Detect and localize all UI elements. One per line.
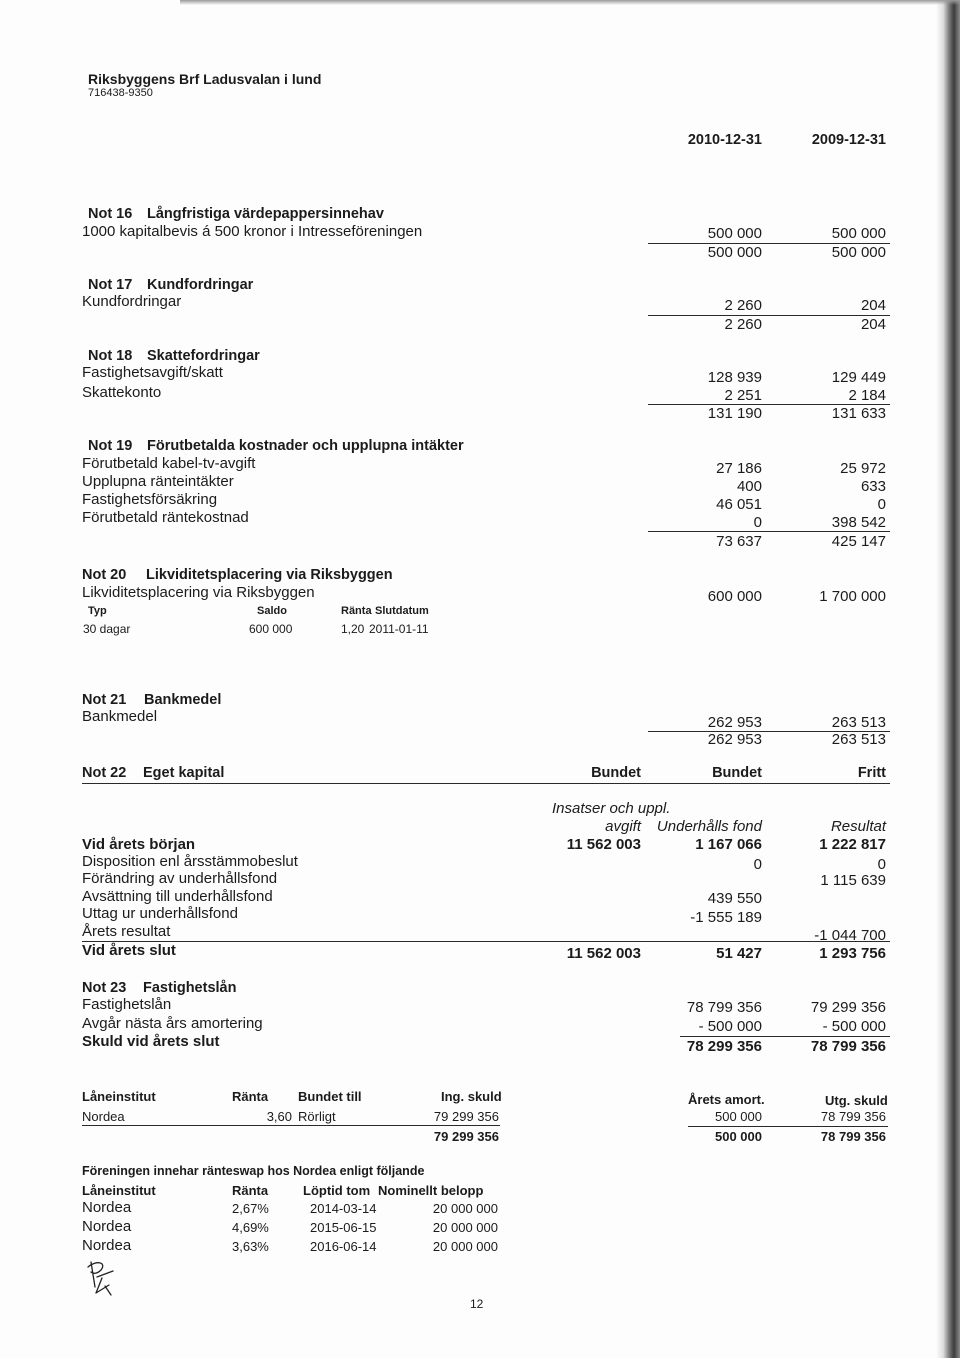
loan-header-opening-debt: Ing. skuld [441,1089,502,1104]
swap-maturity: 2016-06-14 [310,1239,377,1254]
column-header-current-year: 2010-12-31 [687,132,762,148]
loan-header-rate: Ränta [232,1089,269,1104]
page-number: 12 [470,1297,484,1311]
swap-nominal: 20 000 000 [432,1220,498,1235]
value-previous: 500 000 [831,225,886,242]
loan-total-opening-debt: 79 299 356 [433,1129,499,1144]
handwritten-initials [84,1256,118,1298]
value-previous: 2 184 [848,387,886,404]
placement-header-end-date: Slutdatum [375,605,429,617]
swap-rate: 4,69% [232,1220,269,1235]
total-previous: 263 513 [831,731,886,748]
organization-number: 716438-9350 [88,87,153,99]
note-number: Not 22 [82,765,127,781]
placement-type: 30 dagar [83,622,131,636]
swap-institute: Nordea [82,1237,132,1254]
total-previous: 204 [860,316,886,333]
equity-fund: 439 550 [707,890,762,907]
note-title: Eget kapital [143,765,225,781]
loan-header-closing-debt: Utg. skuld [825,1093,888,1108]
value-previous: 263 513 [831,714,886,731]
note-row-label: Likviditetsplacering via Riksbyggen [82,584,315,601]
swap-header-institute: Låneinstitut [82,1183,156,1198]
note-row-label: 1000 kapitalbevis á 500 kronor i Intresseföreningen [82,223,423,240]
loan-total-closing-debt: 78 799 356 [820,1129,886,1144]
total-previous: 131 633 [831,405,886,422]
column-group-bundet: Bundet [712,765,762,781]
loan-fixed-until: Rörligt [298,1109,336,1124]
total-current: 73 637 [716,533,762,550]
loan-header-institute: Låneinstitut [82,1089,156,1104]
note-title: Skattefordringar [147,348,260,364]
column-label-insatser-cont: avgift [605,818,641,835]
swap-maturity: 2014-03-14 [310,1201,377,1216]
equity-result: 1 115 639 [820,872,886,889]
equity-insatser: 11 562 003 [566,836,641,853]
note-title: Förutbetalda kostnader och upplupna intäkter [147,438,464,454]
subtotal-rule [648,531,890,532]
column-label-result: Resultat [830,818,886,835]
note-row-label: Förutbetald räntekostnad [82,509,249,526]
note-row-label: Fastighetsförsäkring [82,491,218,508]
column-group-bundet: Bundet [591,765,641,781]
value-current: 600 000 [707,588,762,605]
note-title: Fastighetslån [143,980,237,996]
equity-row-label: Vid årets slut [82,942,176,959]
loan-rate: 3,60 [266,1109,292,1124]
swap-intro: Föreningen innehar ränteswap hos Nordea enligt följande [82,1164,425,1178]
note-title: Likviditetsplacering via Riksbyggen [146,567,393,583]
loan-closing-debt: 78 799 356 [820,1109,886,1124]
note-title: Bankmedel [144,692,222,708]
note-number: Not 16 [88,206,133,222]
value-current: 78 799 356 [686,999,762,1016]
placement-header-balance: Saldo [257,605,287,617]
loan-institute: Nordea [82,1109,125,1124]
swap-rate: 2,67% [232,1201,269,1216]
total-current: 262 953 [707,731,762,748]
swap-header-maturity: Löptid tom [303,1183,371,1198]
value-previous: - 500 000 [822,1018,886,1035]
placement-balance: 600 000 [249,622,293,636]
value-current: 2 251 [724,387,762,404]
equity-row-label: Disposition enl årsstämmobeslut [82,853,298,870]
swap-nominal: 20 000 000 [432,1239,498,1254]
note-row-label: Upplupna ränteintäkter [82,473,234,490]
note-title: Kundfordringar [147,277,254,293]
subtotal-rule [680,1036,890,1037]
value-current: 262 953 [707,714,762,731]
value-current: 500 000 [707,225,762,242]
placement-header-rate: Ränta [341,605,372,617]
value-current: - 500 000 [698,1018,762,1035]
total-previous: 425 147 [831,533,886,550]
note-row-label: Avgår nästa års amortering [82,1015,263,1032]
loan-row-rule [688,1126,888,1127]
value-previous: 129 449 [831,369,886,386]
total-current: 500 000 [707,244,762,261]
equity-fund: 0 [753,856,762,873]
total-previous: 78 799 356 [810,1038,886,1055]
placement-header-type: Typ [88,605,107,617]
note-row-label: Skattekonto [82,384,162,401]
value-previous: 398 542 [831,514,886,531]
note-row-label: Kundfordringar [82,293,182,310]
note-number: Not 19 [88,438,133,454]
equity-insatser: 11 562 003 [566,945,641,962]
equity-result: 1 293 756 [819,945,886,962]
equity-row-label: Avsättning till underhållsfond [82,888,273,905]
note-number: Not 23 [82,980,127,996]
result-rule [82,941,890,942]
note-row-label: Bankmedel [82,708,158,725]
equity-result: 0 [877,856,886,873]
note-number: Not 18 [88,348,133,364]
equity-row-label: Årets resultat [82,923,171,940]
scan-top-shadow [180,0,960,5]
equity-fund: 51 427 [716,945,762,962]
note-number: Not 20 [82,567,127,583]
swap-nominal: 20 000 000 [432,1201,498,1216]
loan-row-rule [82,1125,500,1126]
value-previous: 79 299 356 [810,999,886,1016]
loan-opening-debt: 79 299 356 [433,1109,499,1124]
note-row-label: Förutbetald kabel-tv-avgift [82,455,256,472]
loan-header-amortization: Årets amort. [688,1092,765,1107]
equity-row-label: Vid årets början [82,836,196,853]
note-number: Not 21 [82,692,127,708]
total-label: Skuld vid årets slut [82,1033,220,1050]
value-previous: 25 972 [840,460,886,477]
total-current: 78 299 356 [686,1038,762,1055]
value-current: 0 [753,514,762,531]
column-group-fritt: Fritt [857,765,886,781]
column-label-fund: Underhålls fond [656,818,762,835]
total-current: 131 190 [707,405,762,422]
value-current: 128 939 [707,369,762,386]
equity-result: 1 222 817 [819,836,886,853]
note-number: Not 17 [88,277,133,293]
column-header-previous-year: 2009-12-31 [811,132,886,148]
swap-header-nominal: Nominellt belopp [378,1183,484,1198]
note-title: Långfristiga värdepappersinnehav [147,206,384,222]
value-previous: 633 [860,478,886,495]
total-previous: 500 000 [831,244,886,261]
equity-fund: -1 555 189 [690,909,762,926]
swap-header-rate: Ränta [232,1183,269,1198]
swap-rate: 3,63% [232,1239,269,1254]
subtotal-rule [648,315,890,316]
total-current: 2 260 [724,316,762,333]
swap-institute: Nordea [82,1199,132,1216]
column-label-insatser: Insatser och uppl. [552,800,671,817]
scan-edge-shadow [936,0,960,1358]
swap-institute: Nordea [82,1218,132,1235]
value-previous: 0 [877,496,886,513]
value-current: 27 186 [716,460,762,477]
loan-total-amortization: 500 000 [715,1129,762,1144]
organization-name: Riksbyggens Brf Ladusvalan i lund [88,71,322,87]
header-rule [82,783,890,784]
equity-result: -1 044 700 [814,927,886,944]
value-previous: 1 700 000 [819,588,886,605]
note-row-label: Fastighetsavgift/skatt [82,364,223,381]
note-row-label: Fastighetslån [82,996,172,1013]
placement-end-date: 2011-01-11 [369,622,429,636]
value-current: 46 051 [716,496,762,513]
value-previous: 204 [860,297,886,314]
value-current: 400 [736,478,762,495]
value-current: 2 260 [724,297,762,314]
swap-maturity: 2015-06-15 [310,1220,377,1235]
equity-row-label: Uttag ur underhållsfond [82,905,238,922]
loan-header-fixed-until: Bundet till [298,1089,362,1104]
loan-amortization: 500 000 [715,1109,762,1124]
placement-rate: 1,20 [341,622,365,636]
equity-fund: 1 167 066 [695,836,762,853]
equity-row-label: Förändring av underhållsfond [82,870,278,887]
